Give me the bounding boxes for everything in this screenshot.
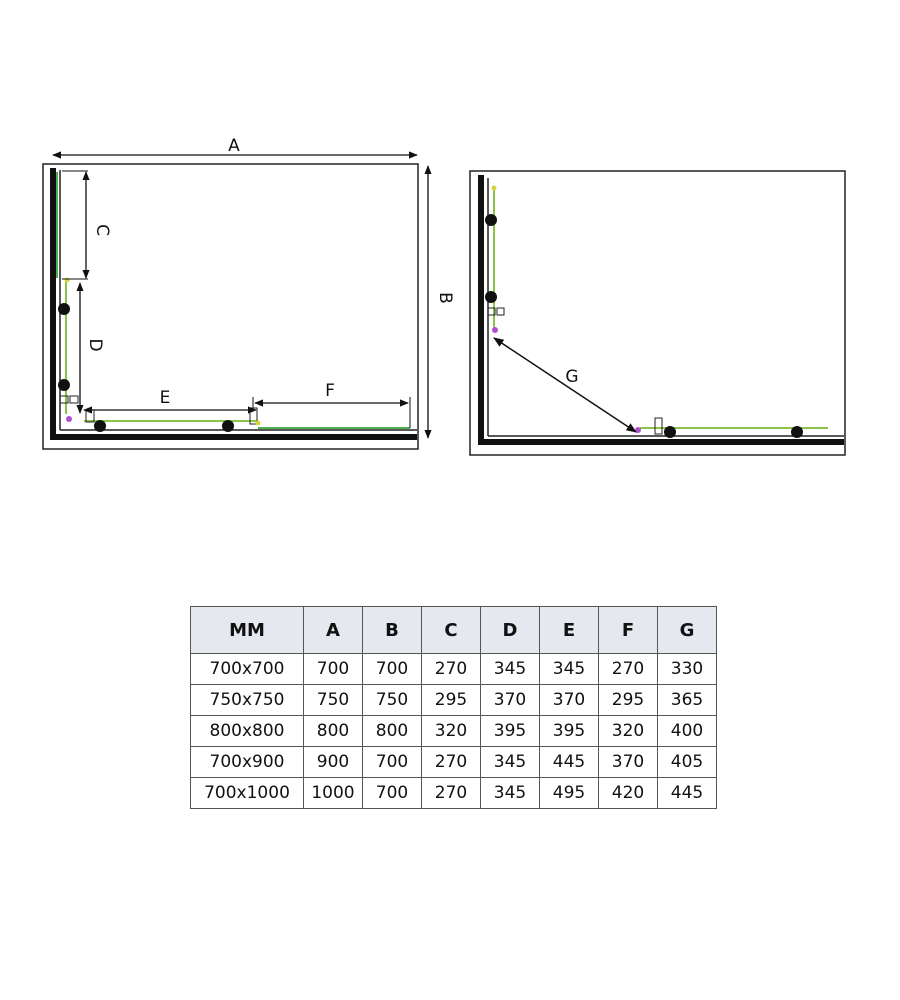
table-header-cell: E — [540, 607, 599, 654]
roller-icon — [94, 420, 106, 432]
table-cell: 270 — [422, 747, 481, 778]
dimension-label-B: B — [435, 292, 455, 304]
seal-icon — [256, 421, 261, 426]
bracket-icon — [497, 308, 504, 315]
right-outer-frame — [470, 171, 845, 455]
table-cell: 320 — [599, 716, 658, 747]
table-cell: 700 — [363, 747, 422, 778]
roller-icon — [791, 426, 803, 438]
table-cell: 395 — [481, 716, 540, 747]
table-row — [191, 654, 717, 685]
table-cell: 700 — [363, 654, 422, 685]
roller-icon — [485, 291, 497, 303]
table-cell: 800 — [363, 716, 422, 747]
seal-icon — [65, 278, 70, 283]
table-cell: 800 — [304, 716, 363, 747]
table-cell: 345 — [481, 778, 540, 809]
roller-icon — [58, 303, 70, 315]
table-cell: 1000 — [304, 778, 363, 809]
table-cell: 700x1000 — [191, 778, 304, 809]
left-plan-view — [43, 136, 455, 449]
table-cell: 495 — [540, 778, 599, 809]
table-cell: 370 — [599, 747, 658, 778]
table-cell: 445 — [540, 747, 599, 778]
table-header-cell: A — [304, 607, 363, 654]
roller-icon — [222, 420, 234, 432]
seal-icon — [492, 327, 498, 333]
table-row — [191, 778, 717, 809]
table-cell: 420 — [599, 778, 658, 809]
table-cell: 320 — [422, 716, 481, 747]
table-cell: 345 — [540, 654, 599, 685]
table-cell: 400 — [658, 716, 717, 747]
roller-icon — [485, 214, 497, 226]
table-cell: 750x750 — [191, 685, 304, 716]
table-header-cell: C — [422, 607, 481, 654]
right-plan-view — [470, 171, 845, 455]
dimension-label-G: G — [565, 367, 579, 387]
table-cell: 700 — [304, 654, 363, 685]
table-cell: 900 — [304, 747, 363, 778]
table-cell: 445 — [658, 778, 717, 809]
table-cell: 295 — [422, 685, 481, 716]
dimension-label-C: C — [92, 224, 112, 236]
table-row — [191, 685, 717, 716]
seal-icon — [66, 416, 72, 422]
roller-icon — [58, 379, 70, 391]
table-cell: 700x900 — [191, 747, 304, 778]
dimension-label-D: D — [85, 338, 105, 352]
bracket-icon — [70, 396, 78, 403]
table-cell: 365 — [658, 685, 717, 716]
table-cell: 345 — [481, 654, 540, 685]
table-header-row — [191, 607, 717, 654]
seal-icon — [492, 186, 497, 191]
roller-icon — [664, 426, 676, 438]
table-cell: 330 — [658, 654, 717, 685]
table-cell: 700x700 — [191, 654, 304, 685]
shower-enclosure-diagram — [0, 0, 900, 480]
table-row — [191, 716, 717, 747]
left-outer-frame — [43, 164, 418, 449]
dimension-label-A: A — [228, 136, 240, 156]
table-header-cell: D — [481, 607, 540, 654]
dimension-label-E: E — [159, 388, 171, 408]
table-cell: 345 — [481, 747, 540, 778]
bracket-icon — [655, 418, 662, 434]
dimensions-table — [190, 606, 717, 809]
dimensions-table-container — [190, 606, 717, 809]
table-cell: 370 — [481, 685, 540, 716]
table-header-cell: MM — [191, 607, 304, 654]
table-cell: 295 — [599, 685, 658, 716]
table-cell: 270 — [599, 654, 658, 685]
table-row — [191, 747, 717, 778]
table-header-cell: F — [599, 607, 658, 654]
table-cell: 395 — [540, 716, 599, 747]
table-cell: 750 — [363, 685, 422, 716]
table-cell: 270 — [422, 778, 481, 809]
table-cell: 370 — [540, 685, 599, 716]
table-header-cell: G — [658, 607, 717, 654]
dimension-label-F: F — [325, 381, 335, 401]
table-cell: 800x800 — [191, 716, 304, 747]
table-cell: 750 — [304, 685, 363, 716]
table-cell: 700 — [363, 778, 422, 809]
table-cell: 405 — [658, 747, 717, 778]
table-header-cell: B — [363, 607, 422, 654]
table-cell: 270 — [422, 654, 481, 685]
